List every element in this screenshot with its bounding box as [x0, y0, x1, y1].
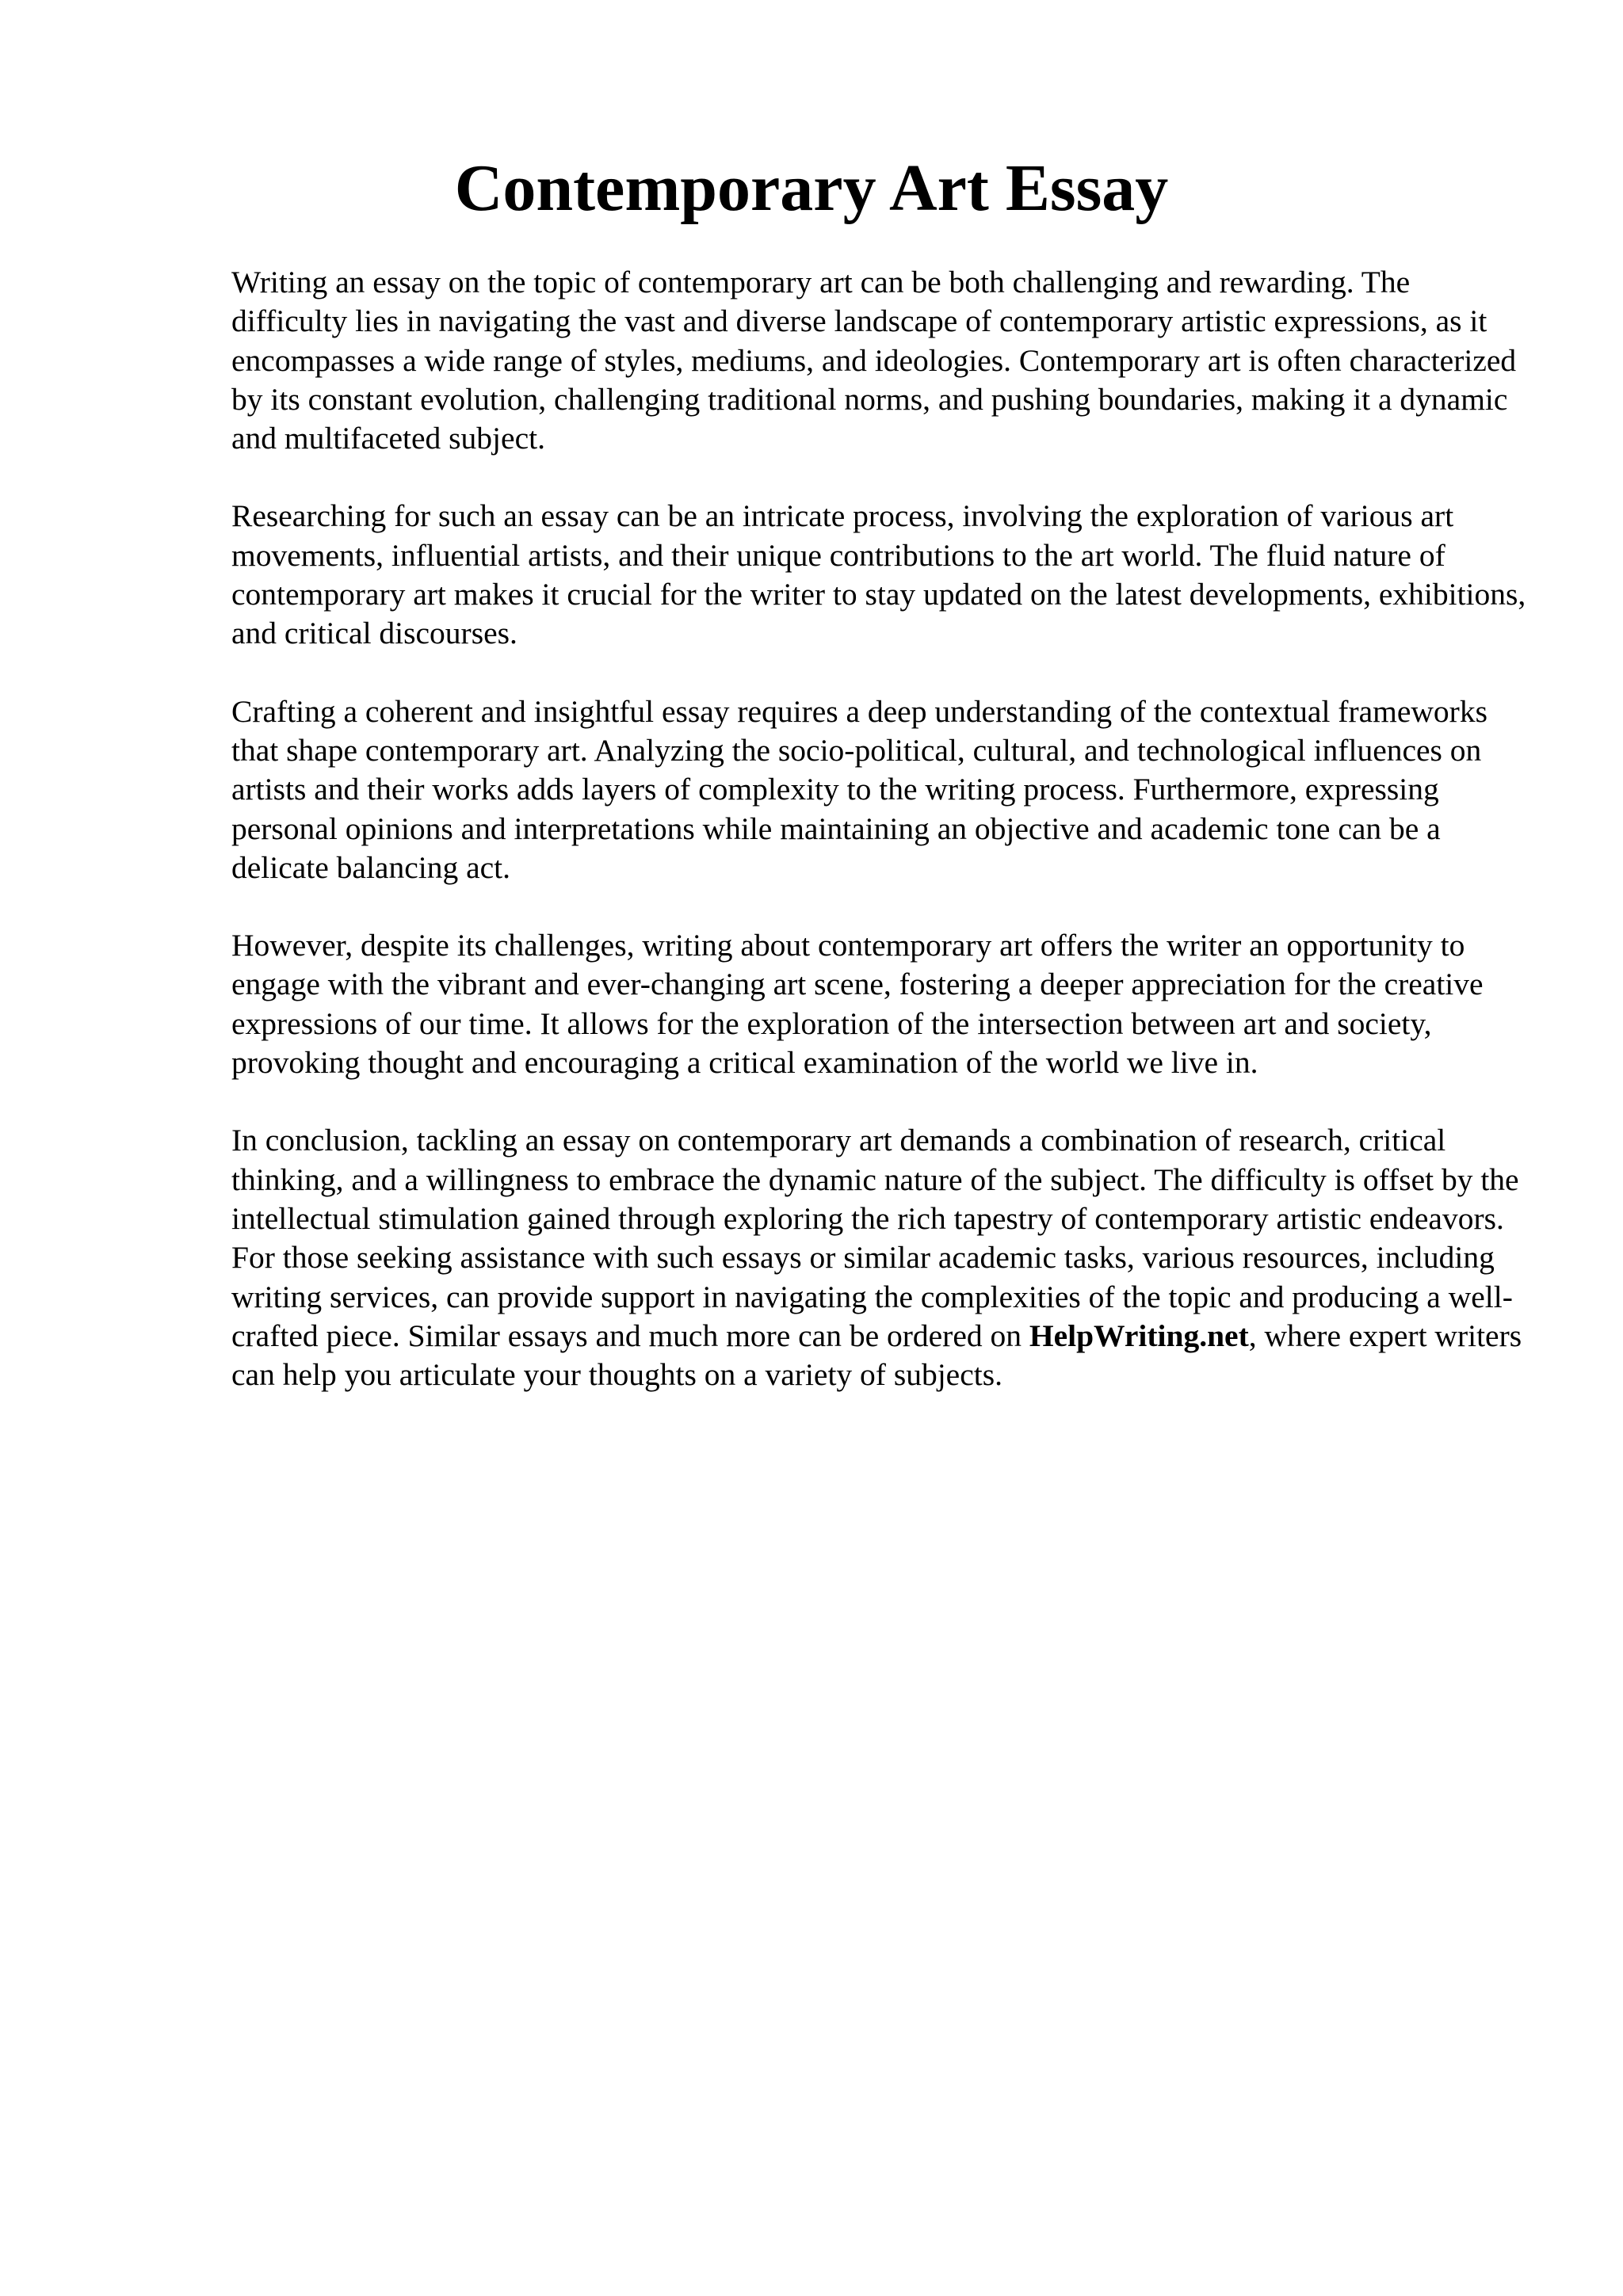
essay-body — [231, 263, 1531, 1433]
conclusion-text-end: , where expert writers can help you articulate your thoughts on a variety of subjects. — [231, 1318, 1522, 1393]
conclusion-text: In conclusion, tackling an essay on contemporary art demands a combination of research, critical thinking, and a willingness to embrace the dynamic nature of the subject. The difficulty is offset by the intellectual stimulation gained through exploring the rich tapestry of contemporary artistic endeavors. For those seeking assistance with such essays or similar academic tasks, various resources, including writing services, can provide support in navigating the complexities of the topic and producing a well-crafted piece. Similar essays and much more can be ordered on — [231, 1123, 1519, 1353]
brand-link-text: HelpWriting.net — [1029, 1318, 1249, 1353]
page-title: Contemporary Art Essay — [454, 151, 1169, 225]
paragraph-intro: Writing an essay on the topic of contemporary art can be both challenging and rewarding. The difficulty lies in navigating the vast and diverse landscape of contemporary artistic expressions, as it encompasses a wide range of styles, mediums, and ideologies. Contemporary art is often characterized by its constant evolution, challenging traditional norms, and pushing boundaries, making it a dynamic and multifaceted subject. — [231, 265, 1517, 456]
paragraph-crafting: Crafting a coherent and insightful essay requires a deep understanding of the contextual frameworks that shape contemporary art. Analyzing the socio-political, cultural, and technological influences on artists and their works adds layers of complexity to the writing process. Furthermore, expressing personal opinions and interpretations while maintaining an objective and academic tone can be a delicate balancing act. — [231, 693, 1487, 885]
paragraph-research: Researching for such an essay can be an intricate process, involving the exploration of various art movements, influential artists, and their unique contributions to the art world. The fluid nature of contemporary art makes it crucial for the writer to stay updated on the latest developments, exhibitions, and critical discourses. — [231, 498, 1526, 651]
paragraph-conclusion — [231, 1121, 1531, 1394]
paragraph-opportunity: However, despite its challenges, writing about contemporary art offers the writer an opportunity to engage with the vibrant and ever-changing art scene, fostering a deeper appreciation for the creative expressions of our time. It allows for the exploration of the intersection between art and society, provoking thought and encouraging a critical examination of the world we live in. — [231, 928, 1484, 1081]
